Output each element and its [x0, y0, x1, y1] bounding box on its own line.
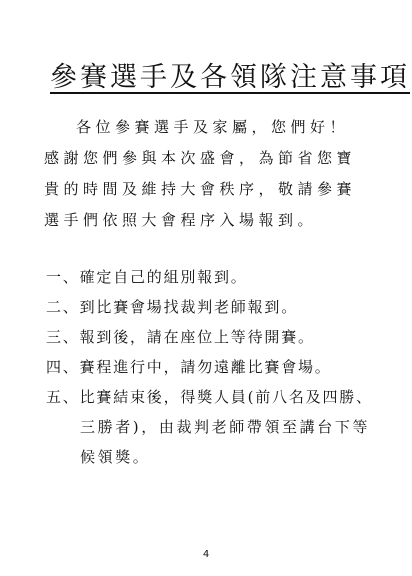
- rule-item-continuation: 三勝者)，由裁判老師帶領至講台下等: [80, 418, 371, 436]
- rules-list: [46, 262, 376, 472]
- rule-item: 五、比賽結束後，得獎人員(前八名及四勝、: [46, 388, 373, 406]
- intro-line: 感謝您們參與本次盛會，為節省您寶: [44, 149, 357, 167]
- page-number: 4: [202, 549, 210, 560]
- document-title: 參賽選手及各領隊注意事項: [50, 62, 410, 93]
- rule-item: 三、報到後，請在座位上等待開賽。: [46, 328, 315, 346]
- rule-item: 一、確定自己的組別報到。: [46, 268, 248, 286]
- intro-paragraph: [44, 112, 374, 236]
- rule-item: 四、賽程進行中，請勿遠離比賽會場。: [46, 358, 332, 376]
- rule-item: 二、到比賽會場找裁判老師報到。: [46, 298, 299, 316]
- intro-line: 選手們依照大會程序入場報到。: [44, 211, 318, 229]
- intro-line: 貴的時間及維持大會秩序，敬請參賽: [44, 180, 357, 198]
- intro-line: 各位參賽選手及家屬，您們好！: [76, 118, 350, 136]
- rule-item-continuation: 候領獎。: [80, 448, 151, 466]
